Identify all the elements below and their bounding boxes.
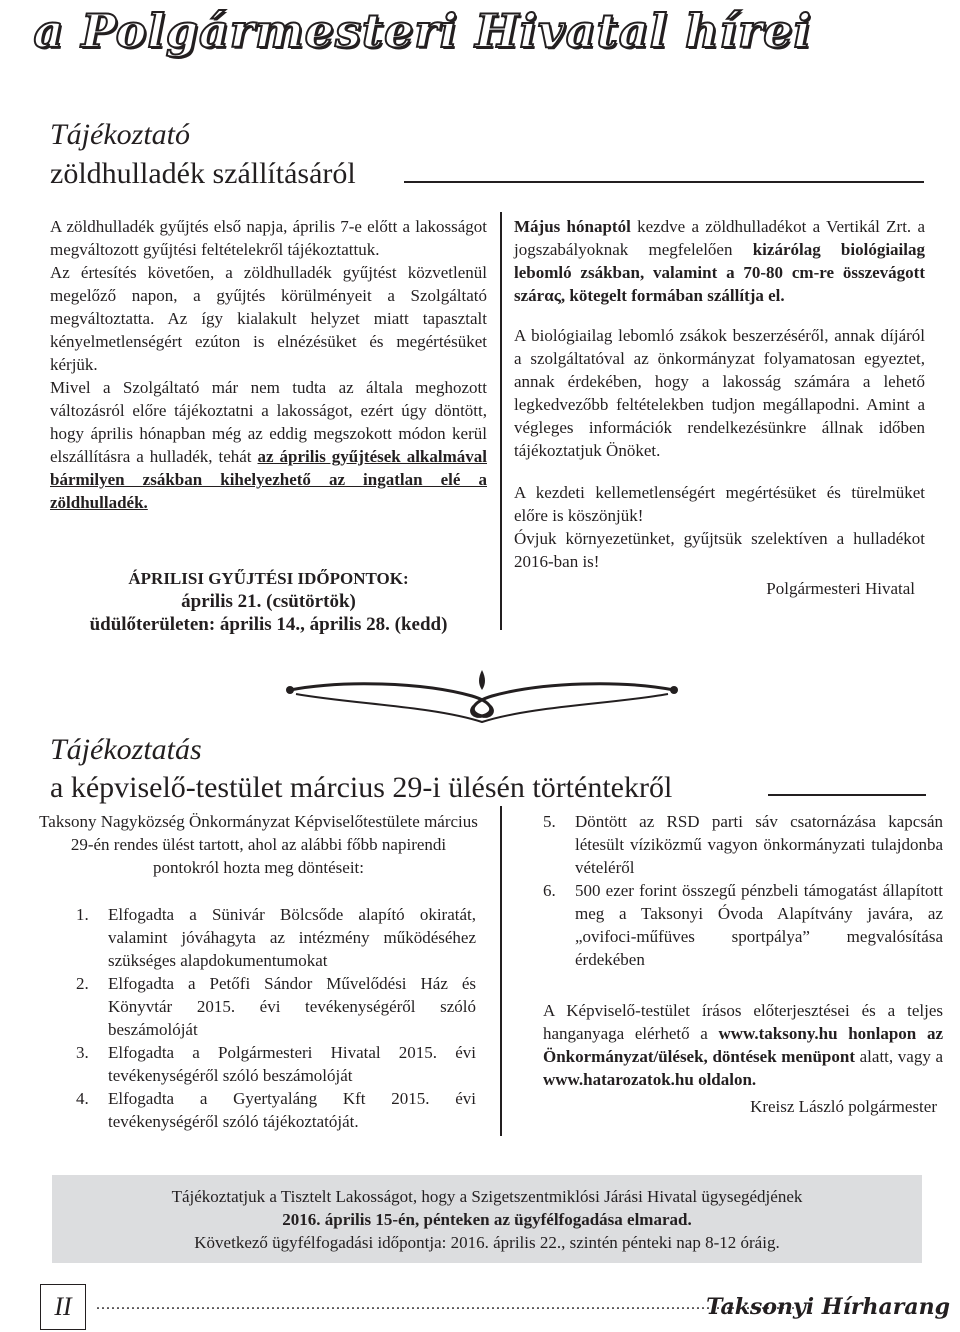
- decision-item: [76, 972, 476, 1041]
- section1-left-paragraph-3-emphasis: az április gyűjtések alkalmával bármilyen zsákban kihelyezhető az ingatlan elé a zöldhulladék.: [50, 447, 487, 512]
- section2-rule: [768, 794, 926, 796]
- section1-right-column: [514, 215, 925, 600]
- section2-outro-text: [543, 999, 943, 1091]
- section1-right-paragraph-1-text: kezdve a zöldhulladékot a Vertikál Zrt. a jogszabályoknak megfelelően: [514, 217, 925, 259]
- section1-label: Tájékoztató: [50, 118, 190, 151]
- section1-signature: Polgármesteri Hivatal: [766, 579, 915, 598]
- section1-right-paragraph-1-lead: Május hónaptól: [514, 217, 631, 236]
- collection-dates-line-1: április 21. (csütörtök): [181, 591, 356, 612]
- notice-line-2: 2016. április 15-én, pénteken az ügyfélfogadása elmarad.: [282, 1209, 692, 1229]
- section2-label: Tájékoztatás: [50, 733, 202, 766]
- section1-right-paragraph-1-emphasis: kizárólag biológiailag lebomló zsákban, valamint a 70-80 cm-re összevágott szárας, kötegelt formában szállítja el.: [514, 240, 926, 305]
- decision-number: 5.: [543, 812, 556, 831]
- decision-text: Elfogadta a Petőfi Sándor Művelődési Ház és Könyvtár 2015. évi tevékenységéről szóló beszámolóját: [108, 974, 476, 1039]
- section2-title: a képviselő-testület március 29-i ülésén történtekről: [50, 771, 673, 804]
- decision-number: 3.: [76, 1043, 89, 1062]
- section1-rule: [404, 181, 924, 183]
- footer-brand: Taksonyi Hírharang: [706, 1294, 950, 1320]
- outro-hatarozatok-link[interactable]: www.hatarozatok.hu oldalon.: [543, 1070, 757, 1089]
- notice-line-1: Tájékoztatjuk a Tisztelt Lakosságot, hogy a Szigetszentmiklósi Járási Hivatal ügysegédjének: [171, 1186, 803, 1206]
- decision-item: [543, 879, 943, 971]
- decision-text: Döntött az RSD parti sáv csatornázása kapcsán létesült víziközmű vagyon önkormányzati tulajdonba vételéről: [575, 812, 943, 877]
- notice-line-3: Következő ügyfélfogadási időpontja: 2016. április 22., szintén pénteki nap 8-12 óráig.: [194, 1232, 780, 1252]
- collection-dates-line-2: üdülőterületen: április 14., április 28. (kedd): [89, 614, 448, 635]
- section2-column-divider: [500, 806, 502, 1136]
- section1-left-paragraph-3-text: Mivel a Szolgáltató már nem tudta az általa meghozott változásról előre tájékoztatni a lakosságot, ezért úgy döntött, hogy április hónapban még az eddig megszokott módon kerül elszállításra a hulladék, tehát: [50, 378, 487, 466]
- section1-left-paragraph-2: Az értesítés követően, a zöldhulladék gyűjtést közvetlenül megelőző napon, a gyűjtés körülményeit a Szolgáltató megváltoztatta. Az így kialakult helyzet miatt tapasztalt kényelmetlenségért ezúton is elnézésüket és megértésüket kérjük.: [50, 263, 487, 374]
- decision-number: 1.: [76, 905, 89, 924]
- section2-outro: [543, 999, 943, 1118]
- section1-right-paragraph-4: Óvjuk környezetünket, gyűjtsük szelektíven a hulladékot 2016-ban is!: [514, 529, 925, 571]
- section1-column-divider: [500, 212, 502, 630]
- decision-text: Elfogadta a Polgármesteri Hivatal 2015. évi tevékenységéről szóló beszámolóját: [108, 1043, 476, 1085]
- notice-box: [52, 1175, 922, 1263]
- decision-item: [76, 1041, 476, 1087]
- outro-text-1: A Képviselő-testület írásos előterjesztései és a teljes hanganyaga elérhető a: [543, 1001, 943, 1043]
- section1-right-paragraph-1: [514, 215, 925, 307]
- collection-dates: [50, 568, 487, 636]
- decision-text: Elfogadta a Sünivár Bölcsőde alapító okiratát, valamint jóváhagyta az intézmény működéséhez szükséges alapdokumentumokat: [108, 905, 476, 970]
- section2-intro: Taksony Nagyközség Önkormányzat Képviselőtestülete március 29-én rendes ülést tartott, ahol az alábbi főbb napirendi pontokról hozta meg döntéseit:: [39, 812, 478, 877]
- decision-number: 6.: [543, 881, 556, 900]
- collection-dates-heading: ÁPRILISI GYŰJTÉSI IDŐPONTOK:: [128, 569, 409, 588]
- section2-signature: Kreisz László polgármester: [750, 1097, 937, 1116]
- decision-number: 4.: [76, 1089, 89, 1108]
- decision-item: [543, 810, 943, 879]
- outro-website-link[interactable]: www.taksony.hu honlapon az Önkormányzat/ülések, döntések menüpont: [543, 1024, 943, 1066]
- decision-number: 2.: [76, 974, 89, 993]
- decision-list-right: [543, 810, 943, 971]
- outro-text-2: alatt, vagy a: [855, 1047, 943, 1066]
- decision-text: 500 ezer forint összegű pénzbeli támogatást állapított meg a Taksonyi Óvoda Alapítvány javára, az „ovifoci-műfüves sportpálya” megvalósítása érdekében: [575, 881, 943, 969]
- section1-right-paragraph-2: A biológiailag lebomló zsákok beszerzéséről, annak díjáról a szolgáltatóval az önkormányzat folyamatosan egyeztet, annak érdekében, hogy a lakosság számára a lehető legkedvezőbb feltételekben tudjon megállapodni. Amint a végleges információk rendelkezésünkre állnak időben tájékoztatjuk Önöket.: [514, 326, 925, 460]
- footer-leader-dots: ............................................................................................................................................: [96, 1296, 796, 1313]
- section1-right-paragraph-3: A kezdeti kellemetlenségért megértésüket és türelmüket előre is köszönjük!: [514, 483, 925, 525]
- decorative-ornament: [282, 660, 682, 730]
- section1-left-paragraph-3: [50, 376, 487, 514]
- section1-title: zöldhulladék szállításáról: [50, 157, 356, 190]
- section1-left-paragraph-1: A zöldhulladék gyűjtés első napja, április 7-e előtt a lakosságot megváltozott gyűjtési feltételekről tájékoztattuk.: [50, 217, 487, 259]
- decision-item: [76, 903, 476, 972]
- decision-item: [76, 1087, 476, 1133]
- decision-list-left: [76, 903, 476, 1133]
- page-number: II: [40, 1284, 86, 1330]
- decision-text: Elfogadta a Gyertyaláng Kft 2015. évi tevékenységéről szóló tájékoztatóját.: [108, 1089, 476, 1131]
- section1-left-column: [50, 215, 487, 514]
- masthead-title: a Polgármesteri Hivatal hírei: [33, 4, 812, 58]
